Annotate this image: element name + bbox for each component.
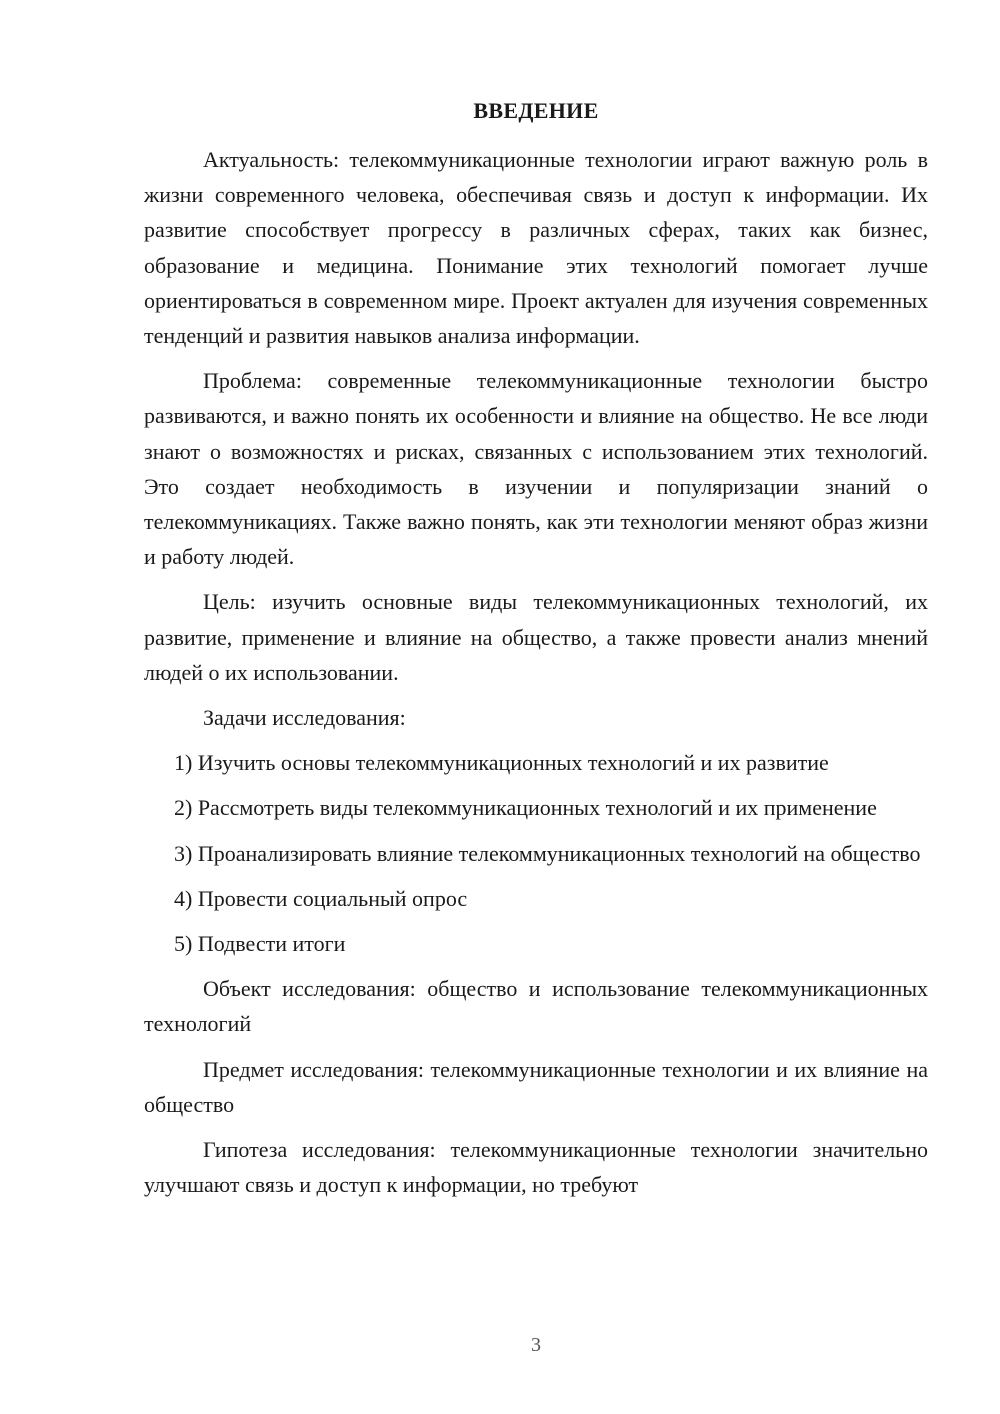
subject-paragraph: Предмет исследования: телекоммуникационные технологии и их влияние на общество	[144, 1056, 928, 1117]
task-item: 3) Проанализировать влияние телекоммуникационных технологий на общество	[174, 840, 921, 866]
body-text	[144, 142, 928, 1212]
problem-paragraph: Проблема: современные телекоммуникационные технологии быстро развиваются, и важно понять их особенности и влияние на общество. Не все люди знают о возможностях и рисках, связанных с использованием этих технологий. Это создает необходимость в изучении и популяризации знаний о телекоммуникациях. Также важно понять, как эти технологии меняют образ жизни и работу людей.	[144, 368, 928, 570]
goal-paragraph: Цель: изучить основные виды телекоммуникационных технологий, их развитие, применение и влияние на общество, а также провести анализ мнений людей о их использовании.	[144, 589, 928, 685]
relevance-paragraph: Актуальность: телекоммуникационные технологии играют важную роль в жизни современного человека, обеспечивая связь и доступ к информации. Их развитие способствует прогрессу в различных сферах, таких как бизнес, образование и медицина. Понимание этих технологий помогает лучше ориентироваться в современном мире. Проект актуален для изучения современных тенденций и развития навыков анализа информации.	[144, 147, 928, 349]
tasks-title: Задачи исследования:	[203, 705, 406, 731]
object-paragraph: Объект исследования: общество и использование телекоммуникационных технологий	[144, 976, 928, 1037]
hypothesis-paragraph: Гипотеза исследования: телекоммуникационные технологии значительно улучшают связь и доступ к информации, но требуют	[144, 1137, 928, 1198]
page-number: 3	[531, 1334, 541, 1356]
task-item: 2) Рассмотреть виды телекоммуникационных технологий и их применение	[174, 795, 877, 821]
task-item: 5) Подвести итоги	[174, 931, 346, 957]
page-content	[144, 0, 928, 1414]
task-item: 4) Провести социальный опрос	[174, 885, 468, 911]
section-heading: ВВЕДЕНИЕ	[473, 98, 599, 123]
task-item: 1) Изучить основы телекоммуникационных технологий и их развитие	[174, 750, 829, 776]
